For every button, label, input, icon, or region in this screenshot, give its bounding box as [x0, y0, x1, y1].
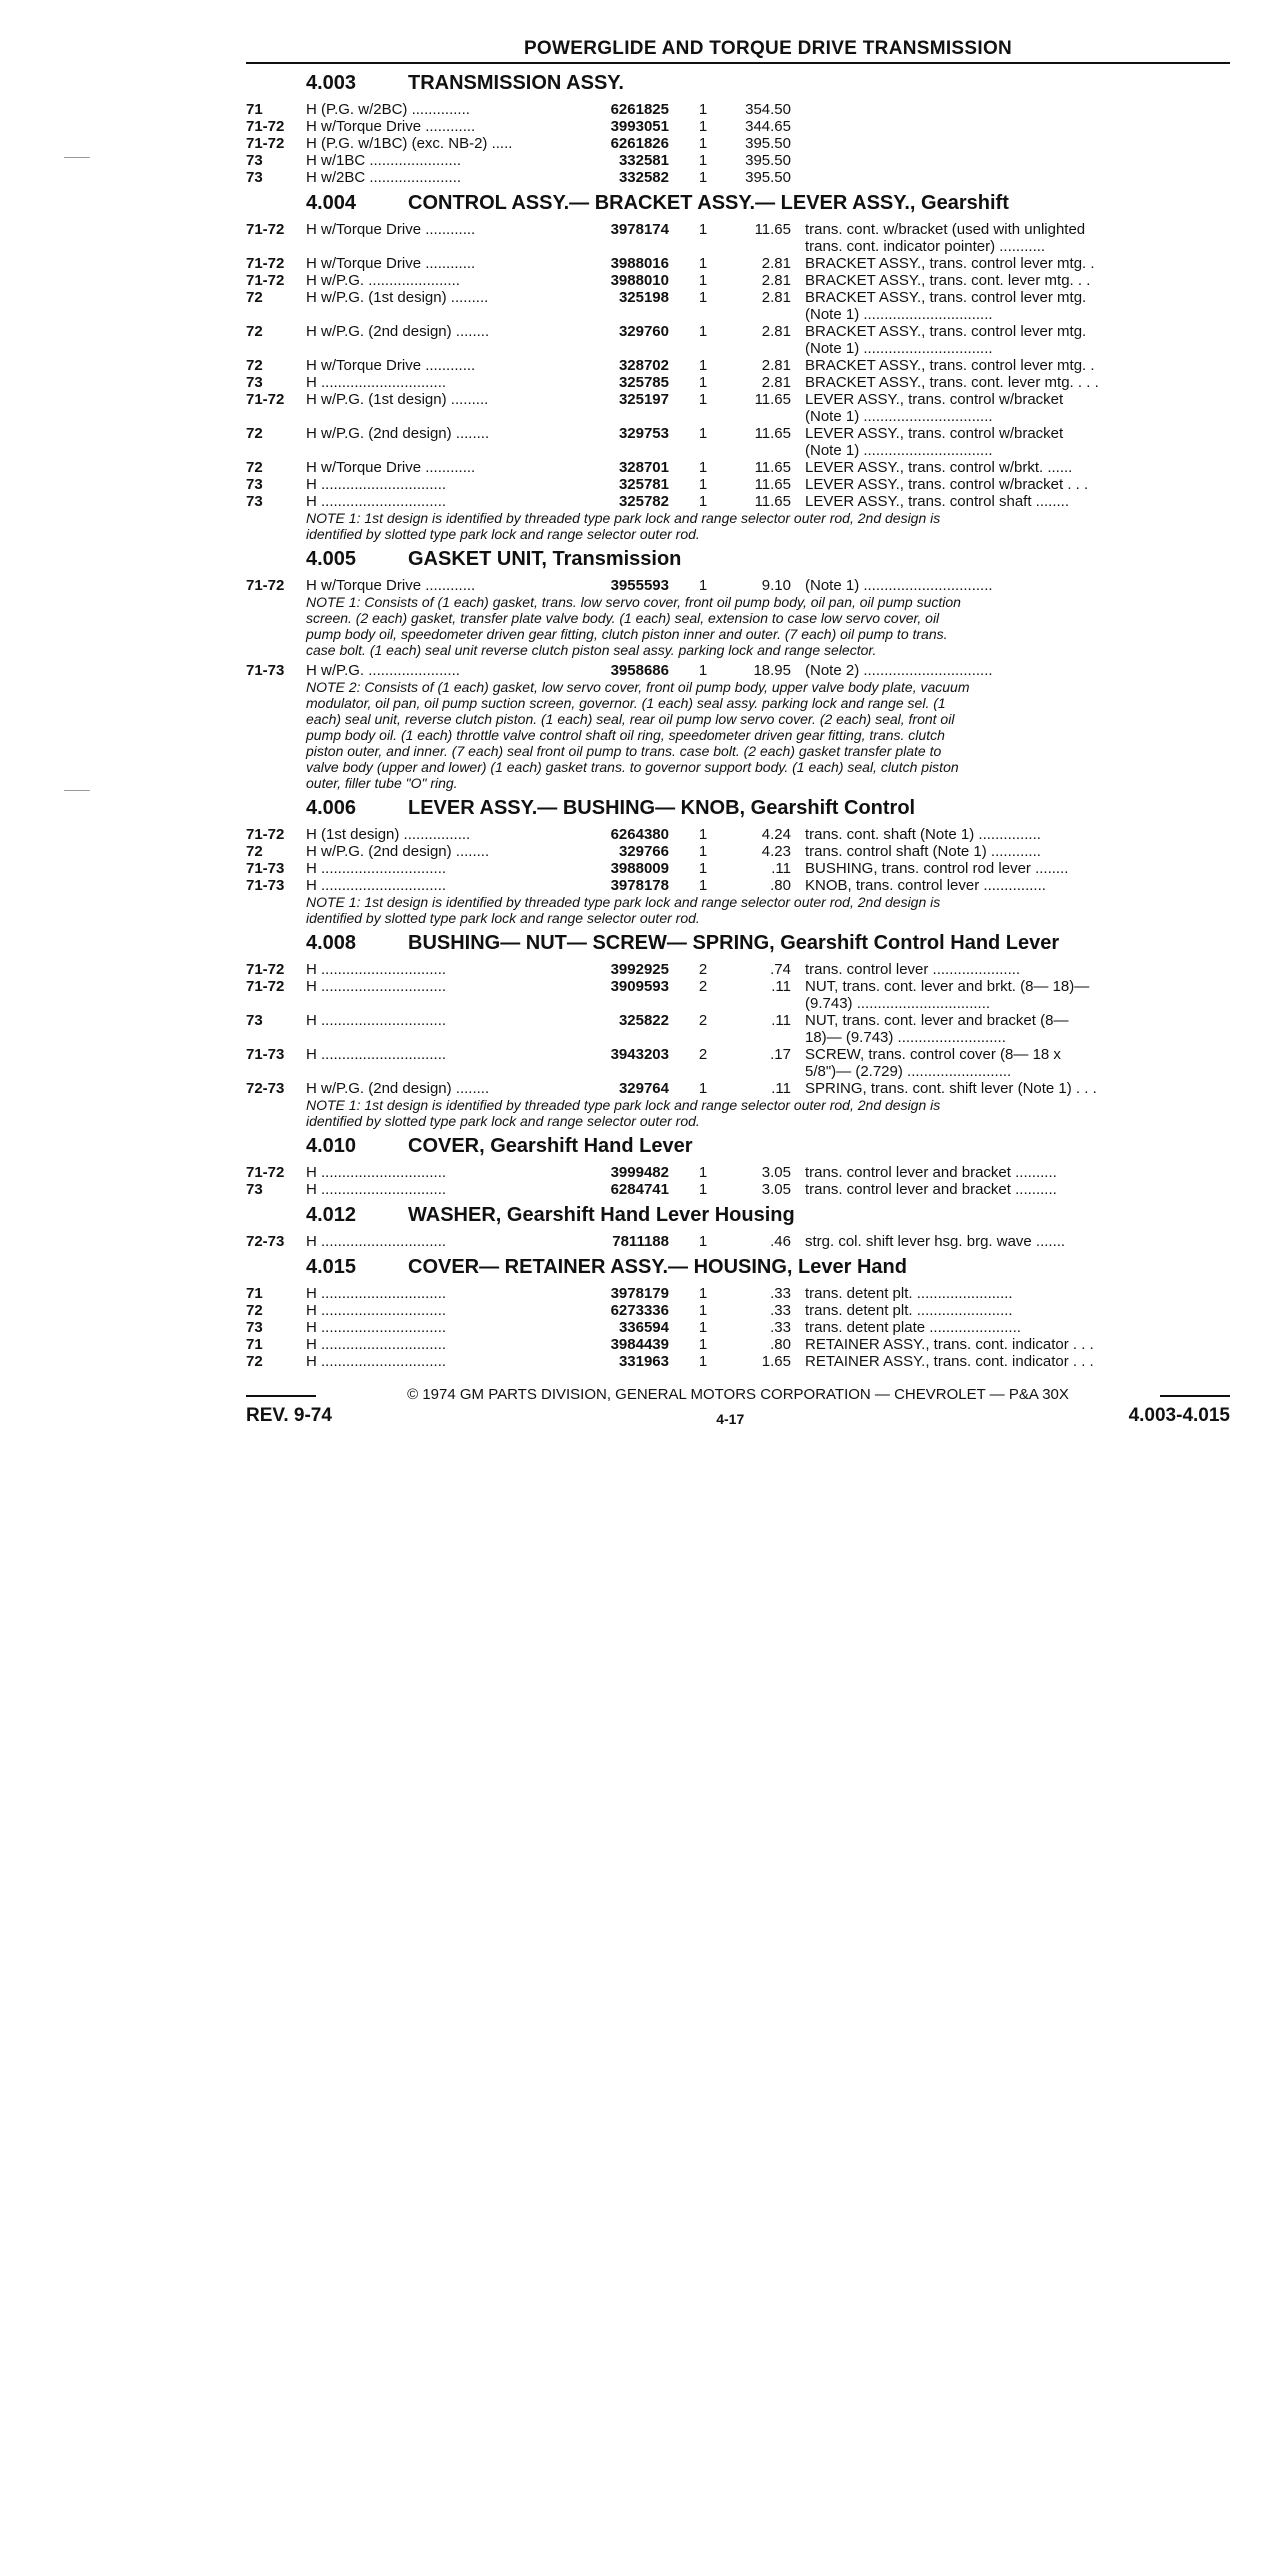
part-remarks: BRACKET ASSY., trans. control lever mtg. .	[805, 255, 1095, 272]
application-desc: H ..............................	[306, 1336, 447, 1353]
part-remarks: trans. detent plate ......................	[805, 1319, 1021, 1336]
catalog-section	[246, 72, 1230, 186]
part-remarks: NUT, trans. cont. lever and bracket (8— 18)— (9.743) ..........................	[805, 1012, 1069, 1046]
part-number: 6273336	[610, 1302, 669, 1319]
section-heading	[306, 548, 1230, 571]
model-years: 71-72	[246, 978, 285, 995]
quantity: 1	[698, 877, 708, 894]
quantity: 1	[698, 391, 708, 408]
application-desc: H (P.G. w/2BC) ..............	[306, 101, 470, 118]
application-desc: H w/2BC ......................	[306, 169, 462, 186]
price: .11	[771, 1012, 791, 1029]
parts-row	[246, 135, 1230, 152]
parts-row	[246, 289, 1230, 323]
price: 3.05	[761, 1181, 791, 1198]
part-number: 3993051	[610, 118, 669, 135]
parts-row	[246, 877, 1230, 894]
quantity: 1	[698, 860, 708, 877]
model-years: 71-72	[246, 135, 285, 152]
quantity: 1	[698, 1080, 708, 1097]
part-number: 329766	[618, 843, 669, 860]
price: 11.65	[754, 221, 791, 238]
application-desc: H w/Torque Drive ............	[306, 118, 476, 135]
section-heading	[306, 192, 1230, 215]
catalog-section	[246, 1204, 1230, 1250]
parts-row	[246, 255, 1230, 272]
model-years: 72	[246, 843, 263, 860]
revision-date: REV. 9-74	[246, 1405, 332, 1426]
model-years: 71-72	[246, 577, 285, 594]
part-number: 332582	[618, 169, 669, 186]
model-years: 71	[246, 101, 263, 118]
application-desc: H ..............................	[306, 1302, 447, 1319]
section-heading	[306, 72, 1230, 95]
part-number: 329764	[618, 1080, 669, 1097]
parts-row	[246, 978, 1230, 1012]
section-number: 4.005	[306, 548, 357, 570]
application-desc: H ..............................	[306, 1012, 447, 1029]
price: 11.65	[754, 459, 791, 476]
section-heading	[306, 1256, 1230, 1279]
price: .11	[771, 1080, 791, 1097]
quantity: 1	[698, 662, 708, 679]
part-remarks: trans. control shaft (Note 1) ............	[805, 843, 1041, 860]
parts-row	[246, 169, 1230, 186]
section-title: COVER, Gearshift Hand Lever	[408, 1135, 693, 1157]
application-desc: H ..............................	[306, 860, 447, 877]
section-title: CONTROL ASSY.— BRACKET ASSY.— LEVER ASSY., Gearshift	[408, 192, 1009, 214]
model-years: 73	[246, 1181, 263, 1198]
parts-row	[246, 826, 1230, 843]
quantity: 1	[698, 255, 708, 272]
application-desc: H ..............................	[306, 961, 447, 978]
section-note: NOTE 1: Consists of (1 each) gasket, trans. low servo cover, front oil pump body, oil pan, oil pump suction screen. (2 each) gasket, transfer plate valve body. (1 each) seal, extension to case low servo cover, oil pump body oil, speedometer driven gear fitting, clutch piston inner and outer. (7 each) oil pump to trans. case bolt. (1 each) seal unit reverse clutch piston seal assy. parking lock and range selector.	[306, 594, 961, 658]
model-years: 72	[246, 1302, 263, 1319]
part-number: 3988009	[610, 860, 669, 877]
part-remarks: LEVER ASSY., trans. control w/bracket . . .	[805, 476, 1089, 493]
application-desc: H ..............................	[306, 1285, 447, 1302]
quantity: 1	[698, 577, 708, 594]
application-desc: H (1st design) ................	[306, 826, 471, 843]
application-desc: H w/P.G. ......................	[306, 662, 460, 679]
part-remarks: SPRING, trans. cont. shift lever (Note 1) . . .	[805, 1080, 1097, 1097]
part-remarks: RETAINER ASSY., trans. cont. indicator . . .	[805, 1336, 1094, 1353]
model-years: 71-72	[246, 255, 285, 272]
quantity: 1	[698, 289, 708, 306]
model-years: 71-73	[246, 1046, 285, 1063]
price: 2.81	[761, 374, 791, 391]
parts-row	[246, 323, 1230, 357]
parts-row	[246, 476, 1230, 493]
section-heading	[306, 1204, 1230, 1227]
parts-row	[246, 1046, 1230, 1080]
quantity: 1	[698, 221, 708, 238]
part-remarks: LEVER ASSY., trans. control w/brkt. ......	[805, 459, 1073, 476]
price: .17	[770, 1046, 791, 1063]
page-number: 4-17	[716, 1411, 745, 1427]
part-remarks: (Note 1) ...............................	[805, 577, 993, 594]
parts-row	[246, 425, 1230, 459]
section-note: NOTE 1: 1st design is identified by threaded type park lock and range selector outer rod, 2nd design is identified by slotted type park lock and range selector outer rod.	[306, 1097, 941, 1129]
part-number: 325198	[618, 289, 669, 306]
footer-copyright-line	[246, 1386, 1230, 1403]
part-remarks: LEVER ASSY., trans. control shaft ........	[805, 493, 1070, 510]
application-desc: H ..............................	[306, 877, 447, 894]
catalog-section	[246, 797, 1230, 926]
section-title: TRANSMISSION ASSY.	[408, 72, 624, 94]
quantity: 1	[698, 374, 708, 391]
part-remarks: SCREW, trans. control cover (8— 18 x 5/8")— (2.729) .........................	[805, 1046, 1061, 1080]
price: 3.05	[761, 1164, 791, 1181]
application-desc: H w/Torque Drive ............	[306, 577, 476, 594]
section-title: GASKET UNIT, Transmission	[408, 548, 682, 570]
price: 354.50	[745, 101, 791, 118]
part-number: 328702	[618, 357, 669, 374]
part-remarks: BRACKET ASSY., trans. control lever mtg. (Note 1) ...............................	[805, 323, 1087, 357]
application-desc: H w/Torque Drive ............	[306, 255, 476, 272]
quantity: 1	[698, 843, 708, 860]
parts-row	[246, 118, 1230, 135]
part-remarks: KNOB, trans. control lever ...............	[805, 877, 1046, 894]
quantity: 1	[698, 1164, 708, 1181]
part-number: 325197	[618, 391, 669, 408]
quantity: 1	[698, 135, 708, 152]
model-years: 71-72	[246, 391, 285, 408]
section-number: 4.015	[306, 1256, 357, 1278]
application-desc: H (P.G. w/1BC) (exc. NB-2) .....	[306, 135, 513, 152]
section-title: COVER— RETAINER ASSY.— HOUSING, Lever Hand	[408, 1256, 907, 1278]
section-title: LEVER ASSY.— BUSHING— KNOB, Gearshift Control	[408, 797, 916, 819]
part-number: 329760	[618, 323, 669, 340]
section-note: NOTE 1: 1st design is identified by threaded type park lock and range selector outer rod, 2nd design is identified by slotted type park lock and range selector outer rod.	[306, 894, 941, 926]
parts-row	[246, 1353, 1230, 1370]
quantity: 2	[698, 1046, 708, 1063]
application-desc: H w/P.G. (2nd design) ........	[306, 323, 490, 340]
footer-bottom	[246, 1405, 1230, 1427]
part-number: 329753	[618, 425, 669, 442]
parts-row	[246, 961, 1230, 978]
price: 395.50	[745, 135, 791, 152]
part-number: 3955593	[610, 577, 669, 594]
part-number: 3978179	[610, 1285, 669, 1302]
parts-row	[246, 221, 1230, 255]
part-number: 6261826	[610, 135, 669, 152]
quantity: 1	[698, 101, 708, 118]
quantity: 1	[698, 476, 708, 493]
quantity: 1	[698, 459, 708, 476]
quantity: 2	[698, 961, 708, 978]
model-years: 73	[246, 152, 263, 169]
part-remarks: LEVER ASSY., trans. control w/bracket (Note 1) ...............................	[805, 391, 1064, 425]
application-desc: H ..............................	[306, 978, 447, 995]
parts-row	[246, 662, 1230, 679]
model-years: 73	[246, 169, 263, 186]
quantity: 1	[698, 357, 708, 374]
catalog-section	[246, 192, 1230, 542]
footer-right-rule	[1160, 1395, 1230, 1397]
part-number: 3978174	[610, 221, 669, 238]
title-rule	[246, 62, 1230, 64]
part-number: 3978178	[610, 877, 669, 894]
part-number: 7811188	[612, 1233, 669, 1250]
parts-row	[246, 152, 1230, 169]
part-number: 6264380	[610, 826, 669, 843]
price: 9.10	[761, 577, 791, 594]
part-number: 3958686	[610, 662, 669, 679]
part-number: 332581	[618, 152, 669, 169]
model-years: 72	[246, 459, 263, 476]
section-heading	[306, 797, 1230, 820]
parts-row	[246, 1302, 1230, 1319]
application-desc: H ..............................	[306, 476, 447, 493]
quantity: 1	[698, 323, 708, 340]
application-desc: H ..............................	[306, 1181, 447, 1198]
part-number: 325785	[618, 374, 669, 391]
part-number: 328701	[618, 459, 669, 476]
quantity: 1	[698, 425, 708, 442]
parts-row	[246, 101, 1230, 118]
model-years: 71-72	[246, 826, 285, 843]
section-title: WASHER, Gearshift Hand Lever Housing	[408, 1204, 795, 1226]
quantity: 1	[698, 152, 708, 169]
catalog-section	[246, 548, 1230, 791]
catalog-section	[246, 1135, 1230, 1198]
price: 11.65	[754, 476, 791, 493]
part-remarks: NUT, trans. cont. lever and brkt. (8— 18)— (9.743) ................................	[805, 978, 1090, 1012]
section-note: NOTE 2: Consists of (1 each) gasket, low servo cover, front oil pump body, upper valve body plate, vacuum modulator, oil pan, oil pump suction screen, governor. (1 each) seal assy. parking lock and range sel. (1 each) seal unit, reverse clutch piston. (1 each) seal, rear oil pump low servo cover. (2 each) seal, front oil pump body oil. (1 each) throttle valve control shaft oil ring, speedometer driven gear fitting, trans. clutch piston outer, and inner. (7 each) seal front oil pump to trans. case bolt. (2 each) gasket transfer plate to valve body (upper and lower) (1 each) gasket trans. to governor support body. (1 each) seal, clutch piston outer, filler tube "O" ring.	[306, 679, 970, 791]
price: .11	[771, 860, 791, 877]
price: .46	[770, 1233, 791, 1250]
application-desc: H w/P.G. (1st design) .........	[306, 391, 489, 408]
parts-row	[246, 1164, 1230, 1181]
part-remarks: BRACKET ASSY., trans. cont. lever mtg. . .	[805, 272, 1091, 289]
price: 2.81	[761, 272, 791, 289]
application-desc: H w/P.G. (2nd design) ........	[306, 843, 490, 860]
quantity: 1	[698, 169, 708, 186]
model-years: 73	[246, 1319, 263, 1336]
quantity: 1	[698, 272, 708, 289]
application-desc: H ..............................	[306, 1353, 447, 1370]
application-desc: H w/Torque Drive ............	[306, 459, 476, 476]
model-years: 72	[246, 1353, 263, 1370]
price: 395.50	[745, 152, 791, 169]
part-number: 3988010	[610, 272, 669, 289]
application-desc: H ..............................	[306, 1046, 447, 1063]
price: .11	[771, 978, 791, 995]
price: .33	[770, 1302, 791, 1319]
parts-row	[246, 1233, 1230, 1250]
model-years: 71-72	[246, 118, 285, 135]
catalog-page	[246, 38, 1230, 1427]
application-desc: H w/P.G. ......................	[306, 272, 460, 289]
parts-row	[246, 1080, 1230, 1097]
application-desc: H w/P.G. (2nd design) ........	[306, 1080, 490, 1097]
section-number: 4.006	[306, 797, 357, 819]
parts-row	[246, 1181, 1230, 1198]
price: 395.50	[745, 169, 791, 186]
section-heading	[306, 932, 1230, 955]
part-number: 331963	[618, 1353, 669, 1370]
footer-copyright: © 1974 GM PARTS DIVISION, GENERAL MOTORS CORPORATION — CHEVROLET — P&A 30X	[407, 1386, 1069, 1403]
catalog-section	[246, 1256, 1230, 1370]
price: 2.81	[761, 289, 791, 306]
price: .80	[770, 1336, 791, 1353]
part-remarks: (Note 2) ...............................	[805, 662, 993, 679]
price: 4.24	[761, 826, 791, 843]
price: 344.65	[745, 118, 791, 135]
section-index-range: 4.003-4.015	[1128, 1405, 1230, 1426]
part-remarks: trans. cont. w/bracket (used with unlighted trans. cont. indicator pointer) ...........	[805, 221, 1086, 255]
section-number: 4.012	[306, 1204, 357, 1226]
quantity: 1	[698, 1233, 708, 1250]
quantity: 1	[698, 493, 708, 510]
part-number: 3909593	[610, 978, 669, 995]
catalog-section	[246, 932, 1230, 1129]
model-years: 71-72	[246, 272, 285, 289]
section-number: 4.010	[306, 1135, 357, 1157]
price: 2.81	[761, 323, 791, 340]
part-number: 3943203	[610, 1046, 669, 1063]
price: .33	[770, 1319, 791, 1336]
part-remarks: trans. detent plt. .......................	[805, 1285, 1013, 1302]
parts-row	[246, 1319, 1230, 1336]
section-number: 4.003	[306, 72, 357, 94]
part-remarks: strg. col. shift lever hsg. brg. wave .......	[805, 1233, 1066, 1250]
parts-row	[246, 843, 1230, 860]
section-number: 4.008	[306, 932, 357, 954]
part-number: 325822	[618, 1012, 669, 1029]
model-years: 72	[246, 357, 263, 374]
parts-row	[246, 1012, 1230, 1046]
quantity: 2	[698, 1012, 708, 1029]
price: .74	[770, 961, 791, 978]
page-title: POWERGLIDE AND TORQUE DRIVE TRANSMISSION	[523, 38, 1013, 59]
model-years: 71-73	[246, 877, 285, 894]
application-desc: H w/Torque Drive ............	[306, 221, 476, 238]
parts-row	[246, 1285, 1230, 1302]
part-number: 6261825	[610, 101, 669, 118]
parts-row	[246, 272, 1230, 289]
part-number: 3988016	[610, 255, 669, 272]
price: .33	[770, 1285, 791, 1302]
model-years: 71-72	[246, 221, 285, 238]
part-remarks: LEVER ASSY., trans. control w/bracket (Note 1) ...............................	[805, 425, 1064, 459]
quantity: 1	[698, 1353, 708, 1370]
model-years: 71-73	[246, 860, 285, 877]
parts-row	[246, 1336, 1230, 1353]
price: 2.81	[761, 255, 791, 272]
model-years: 71-72	[246, 961, 285, 978]
part-number: 3992925	[610, 961, 669, 978]
section-title: BUSHING— NUT— SCREW— SPRING, Gearshift Control Hand Lever	[408, 932, 1060, 954]
part-remarks: trans. control lever .....................	[805, 961, 1021, 978]
parts-row	[246, 860, 1230, 877]
quantity: 1	[698, 1319, 708, 1336]
model-years: 72	[246, 289, 263, 306]
part-number: 325782	[618, 493, 669, 510]
price: 11.65	[754, 493, 791, 510]
parts-row	[246, 374, 1230, 391]
quantity: 1	[698, 1336, 708, 1353]
price: 18.95	[753, 662, 791, 679]
sections-container	[246, 72, 1230, 1370]
parts-row	[246, 391, 1230, 425]
model-years: 71	[246, 1336, 263, 1353]
model-years: 72	[246, 323, 263, 340]
application-desc: H ..............................	[306, 1319, 447, 1336]
section-number: 4.004	[306, 192, 357, 214]
price: 11.65	[754, 425, 791, 442]
quantity: 1	[698, 118, 708, 135]
model-years: 72-73	[246, 1233, 285, 1250]
price: .80	[770, 877, 791, 894]
part-remarks: trans. detent plt. .......................	[805, 1302, 1013, 1319]
application-desc: H w/Torque Drive ............	[306, 357, 476, 374]
part-number: 3984439	[610, 1336, 669, 1353]
model-years: 73	[246, 1012, 263, 1029]
part-remarks: BRACKET ASSY., trans. control lever mtg. (Note 1) ...............................	[805, 289, 1087, 323]
application-desc: H w/1BC ......................	[306, 152, 462, 169]
quantity: 1	[698, 1181, 708, 1198]
price: 11.65	[754, 391, 791, 408]
application-desc: H ..............................	[306, 493, 447, 510]
model-years: 73	[246, 493, 263, 510]
model-years: 71-73	[246, 662, 285, 679]
parts-row	[246, 459, 1230, 476]
part-remarks: BRACKET ASSY., trans. cont. lever mtg. . . .	[805, 374, 1099, 391]
section-note: NOTE 1: 1st design is identified by threaded type park lock and range selector outer rod, 2nd design is identified by slotted type park lock and range selector outer rod.	[306, 510, 941, 542]
quantity: 2	[698, 978, 708, 995]
part-number: 3999482	[610, 1164, 669, 1181]
price: 4.23	[761, 843, 791, 860]
model-years: 71	[246, 1285, 263, 1302]
quantity: 1	[698, 1285, 708, 1302]
model-years: 73	[246, 476, 263, 493]
application-desc: H ..............................	[306, 374, 447, 391]
price: 1.65	[761, 1353, 791, 1370]
parts-row	[246, 357, 1230, 374]
model-years: 73	[246, 374, 263, 391]
application-desc: H ..............................	[306, 1233, 447, 1250]
application-desc: H w/P.G. (2nd design) ........	[306, 425, 490, 442]
part-remarks: BRACKET ASSY., trans. control lever mtg. .	[805, 357, 1095, 374]
part-remarks: RETAINER ASSY., trans. cont. indicator . . .	[805, 1353, 1094, 1370]
section-heading	[306, 1135, 1230, 1158]
model-years: 72	[246, 425, 263, 442]
application-desc: H ..............................	[306, 1164, 447, 1181]
application-desc: H w/P.G. (1st design) .........	[306, 289, 489, 306]
parts-row	[246, 493, 1230, 510]
model-years: 72-73	[246, 1080, 285, 1097]
price: 2.81	[761, 357, 791, 374]
part-remarks: trans. control lever and bracket ..........	[805, 1181, 1057, 1198]
part-number: 336594	[618, 1319, 669, 1336]
part-remarks: BUSHING, trans. control rod lever ........	[805, 860, 1069, 877]
part-number: 325781	[618, 476, 669, 493]
footer-left-rule	[246, 1395, 316, 1397]
model-years: 71-72	[246, 1164, 285, 1181]
part-number: 6284741	[610, 1181, 669, 1198]
part-remarks: trans. control lever and bracket ..........	[805, 1164, 1057, 1181]
part-remarks: trans. cont. shaft (Note 1) ...............	[805, 826, 1041, 843]
parts-row	[246, 577, 1230, 594]
quantity: 1	[698, 826, 708, 843]
quantity: 1	[698, 1302, 708, 1319]
